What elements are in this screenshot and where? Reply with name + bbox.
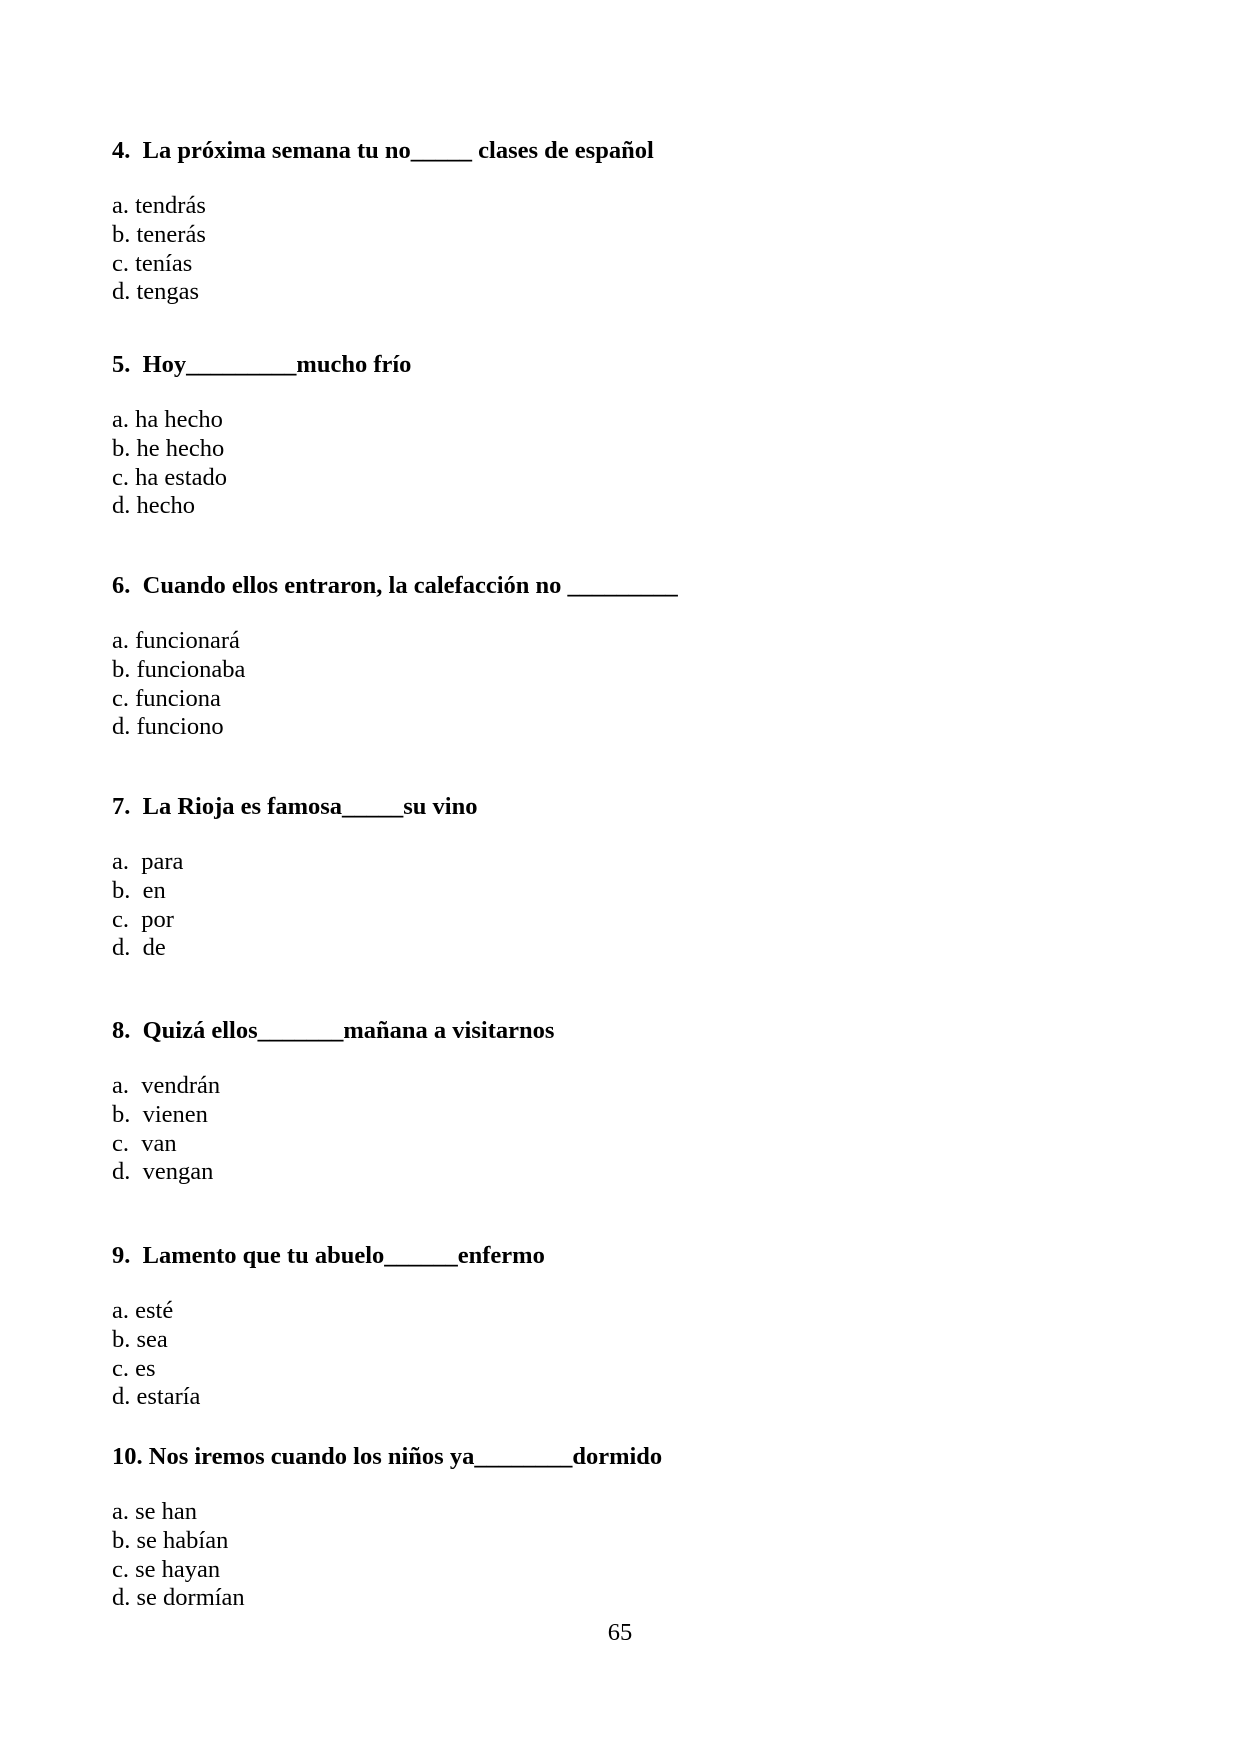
option-c: c. funciona [112,684,221,712]
option-a: a. tendrás [112,192,206,219]
option-d: d. se dormían [112,1584,245,1612]
option-c: c. es [112,1354,156,1382]
question-7 [112,792,1112,963]
option-a: a. se han [112,1498,198,1525]
option-a: a. funcionará [112,627,240,654]
answer-options [112,1297,1112,1412]
option-d: d. de [112,934,166,962]
option-c: c. por [112,905,174,933]
option-d: d. hecho [112,492,195,520]
question-text: 8. Quizá ellos_______mañana a visitarnos [112,1017,555,1044]
page-number: 65 [607,1619,633,1646]
option-a: a. para [112,848,184,875]
option-a: a. vendrán [112,1072,221,1099]
answer-options [112,1498,1112,1613]
option-c: c. tenías [112,249,193,277]
answer-options [112,848,1112,963]
question-text: 5. Hoy_________mucho frío [112,351,412,378]
option-b: b. he hecho [112,434,225,462]
question-6 [112,571,1112,742]
question-text: 10. Nos iremos cuando los niños ya________dormido [112,1443,663,1470]
option-c: c. se hayan [112,1555,221,1583]
question-9 [112,1241,1112,1412]
option-b: b. se habían [112,1526,229,1554]
option-b: b. vienen [112,1100,208,1128]
option-b: b. sea [112,1325,168,1353]
question-text: 4. La próxima semana tu no_____ clases de español [112,137,654,164]
option-d: d. tengas [112,278,200,306]
option-a: a. ha hecho [112,406,223,433]
answer-options [112,406,1112,521]
question-4 [112,136,1112,307]
question-text: 6. Cuando ellos entraron, la calefacción no _________ [112,572,678,599]
answer-options [112,1072,1112,1187]
option-b: b. tenerás [112,220,206,248]
option-b: b. en [112,876,166,904]
option-c: c. van [112,1129,177,1157]
answer-options [112,192,1112,307]
question-5 [112,350,1112,521]
question-text: 9. Lamento que tu abuelo______enfermo [112,1242,545,1269]
question-text: 7. La Rioja es famosa_____su vino [112,793,478,820]
option-c: c. ha estado [112,463,227,491]
question-8 [112,1016,1112,1187]
option-d: d. funciono [112,713,224,741]
answer-options [112,627,1112,742]
option-d: d. vengan [112,1158,214,1186]
option-d: d. estaría [112,1383,201,1411]
option-b: b. funcionaba [112,655,246,683]
option-a: a. esté [112,1297,174,1324]
question-10 [112,1442,1112,1613]
